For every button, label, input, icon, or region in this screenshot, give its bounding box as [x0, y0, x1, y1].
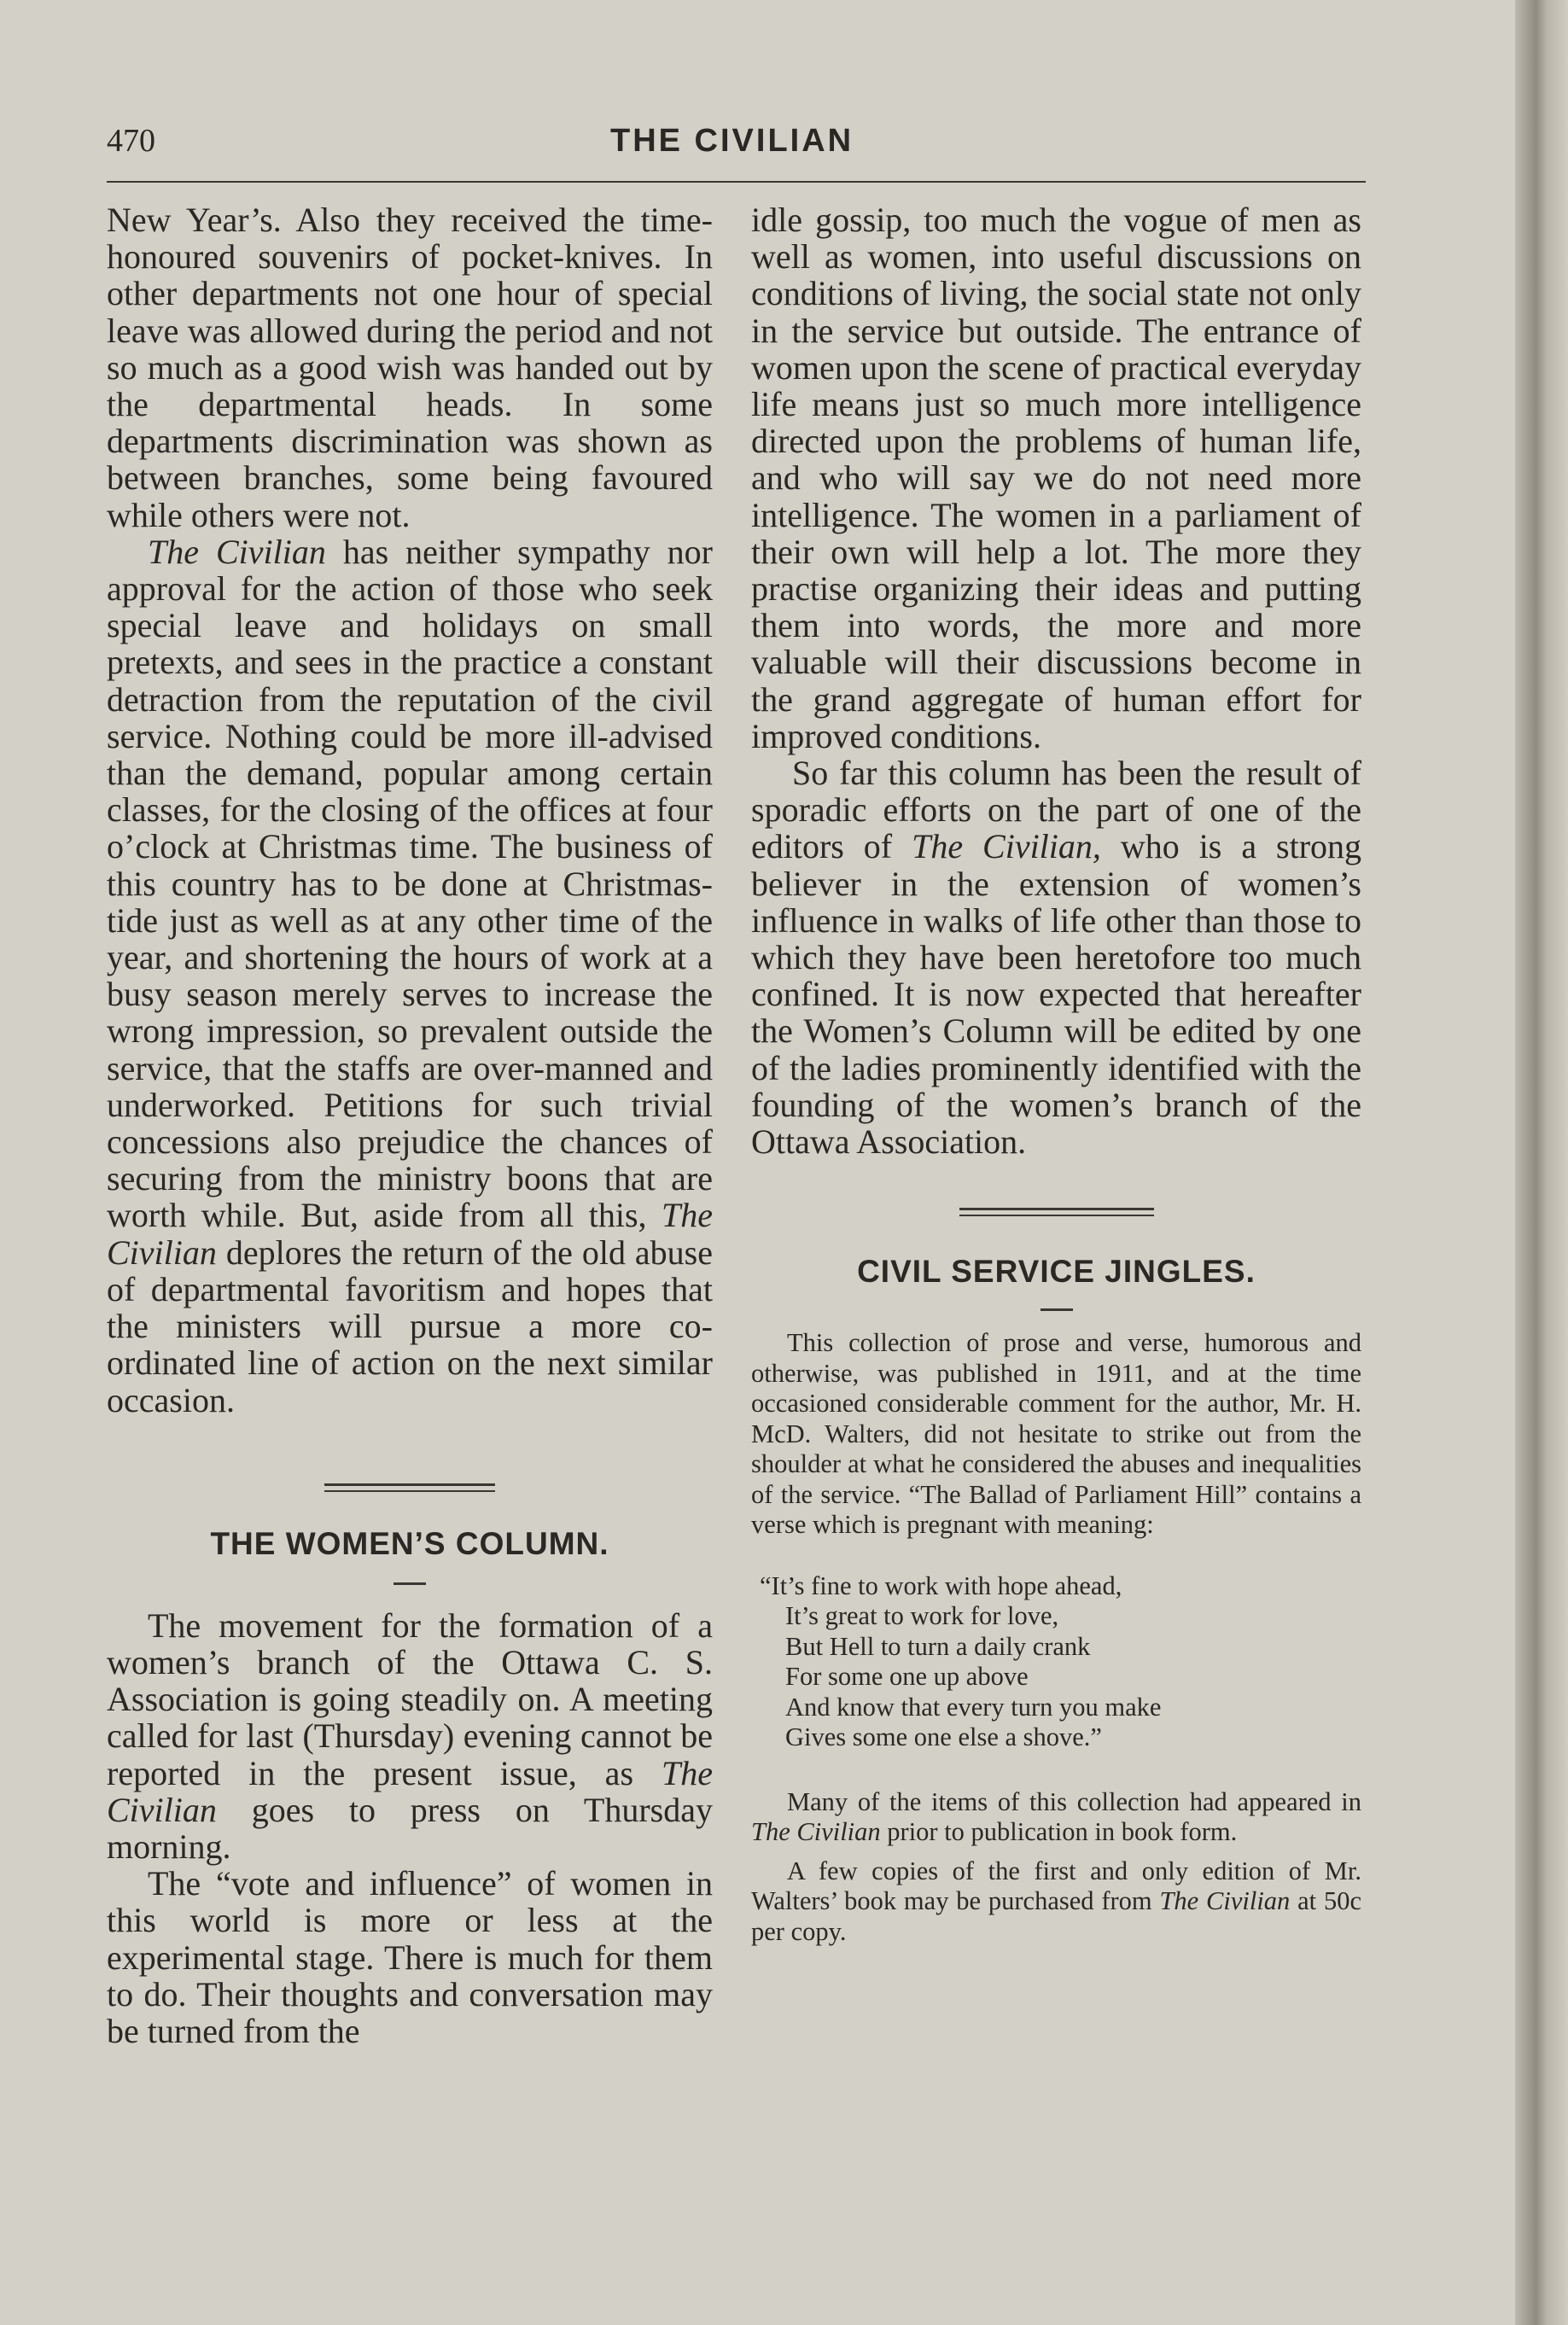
- heading-dash: [1040, 1308, 1073, 1311]
- paragraph-items-appeared: Many of the items of this collection had appeared in The Civilian prior to publication in book form.: [751, 1786, 1361, 1847]
- book-spine-gutter: [1515, 0, 1568, 2325]
- italic-journal-name: The Civilian: [148, 532, 326, 571]
- left-column: [107, 201, 713, 2049]
- paragraph-copies-purchase: A few copies of the first and only edition of Mr. Walters’ book may be purchased from The Civilian at 50c per copy.: [751, 1856, 1362, 1946]
- paragraph-new-years: New Year’s. Also they received the time-honoured souvenirs of pocket-knives. In other departments not one hour of special leave was allowed during the period and not so much as a good wish was handed out by the departmental heads. In some departments discrimination was shown as between branches, some being favoured while others were not.: [107, 201, 713, 534]
- jingles-heading: CIVIL SERVICE JINGLES.: [857, 1254, 1256, 1290]
- header-rule: [107, 181, 1366, 183]
- page-header: [107, 119, 1366, 171]
- italic-journal-name: The Civilian: [107, 1196, 713, 1272]
- verse-line: Gives some one else a shove.”: [785, 1722, 1102, 1752]
- paragraph-idle-gossip: idle gossip, too much the vogue of men as well as women, into useful discussions on conditions of living, the social state not only in the service but outside. The entrance of women upon the scene of practical everyday life means just so much more intelligence directed upon the problems of human life, and who will say we do not need more intelligence. The women in a parliament of their own will help a lot. The more they practise organizing their ideas and putting them into words, the more and more valuable will their discussions become in the grand aggregate of human effort for improved conditions.: [751, 201, 1361, 755]
- womens-column-heading: THE WOMEN’S COLUMN.: [210, 1525, 609, 1561]
- paragraph-jingles-intro: This collection of prose and verse, humorous and otherwise, was published in 1911, and at the time occasioned considerable comment for the author, Mr. H. McD. Walters, did not hesitate to strike out from the shoulder at what he considered the abuses and inequalities of the service. “The Ballad of Parliament Hill” contains a verse which is pregnant with meaning:: [751, 1328, 1361, 1540]
- journal-title: THE CIVILIAN: [610, 123, 854, 159]
- paragraph-civilian-opinion: The Civilian has neither sympathy nor approval for the action of those who seek special leave and holidays on small pretexts, and sees in the practice a constant detraction from the reputation of the civil service. Nothing could be more ill-advised than the demand, popular among certain classes, for the closing of the offices at four o’clock at Christmas time. The business of this country has to be done at Christmas-tide just as well as at any other time of the year, and shortening the hours of work at a busy season merely serves to increase the wrong impression, so prevalent outside the service, that the staffs are over-manned and underworked. Petitions for such trivial concessions also prejudice the chances of securing from the ministry boons that are worth while. But, aside from all this, The Civilian deplores the return of the old abuse of departmental favoritism and hopes that the ministers will pursue a more co-ordinated line of action on the next similar occasion.: [107, 532, 713, 1419]
- section-divider: [324, 1483, 495, 1492]
- paragraph-vote-influence: The “vote and influence” of women in this world is more or less at the experimental stage. There is much for them to do. Their thoughts and conversation may be turned from the: [107, 1864, 713, 2050]
- italic-journal-name: The Civilian: [751, 1817, 881, 1847]
- page-number: 470: [107, 123, 155, 159]
- verse-line: It’s great to work for love,: [785, 1601, 1059, 1631]
- italic-journal-name: The Civilian,: [912, 827, 1101, 866]
- verse-line: And know that every turn you make: [785, 1692, 1162, 1722]
- heading-dash: [393, 1582, 426, 1585]
- italic-journal-name: The Civilian: [1159, 1886, 1291, 1916]
- ballad-verse: [760, 1571, 1361, 1753]
- paragraph-sporadic-efforts: So far this column has been the result of sporadic efforts on the part of one of the editors of The Civilian, who is a strong believer in the extension of women’s influence in walks of life other than those to which they have been heretofore too much confined. It is now expected that hereafter the Women’s Column will be edited by one of the ladies prominently identified with the founding of the women’s branch of the Ottawa Association.: [751, 754, 1362, 1162]
- section-divider: [959, 1208, 1154, 1216]
- paragraph-womens-branch: The movement for the formation of a women’s branch of the Ottawa C. S. Association is going steadily on. A meeting called for last (Thursday) evening cannot be reported in the present issue, as The Civilian goes to press on Thursday morning.: [107, 1605, 713, 1866]
- verse-line: For some one up above: [785, 1662, 1029, 1692]
- verse-line: But Hell to turn a daily crank: [785, 1631, 1091, 1661]
- right-column: [751, 201, 1361, 1947]
- italic-journal-name: The Civilian: [107, 1753, 713, 1829]
- jingles-article: [751, 1328, 1361, 1947]
- verse-line: “It’s fine to work with hope ahead,: [760, 1570, 1122, 1600]
